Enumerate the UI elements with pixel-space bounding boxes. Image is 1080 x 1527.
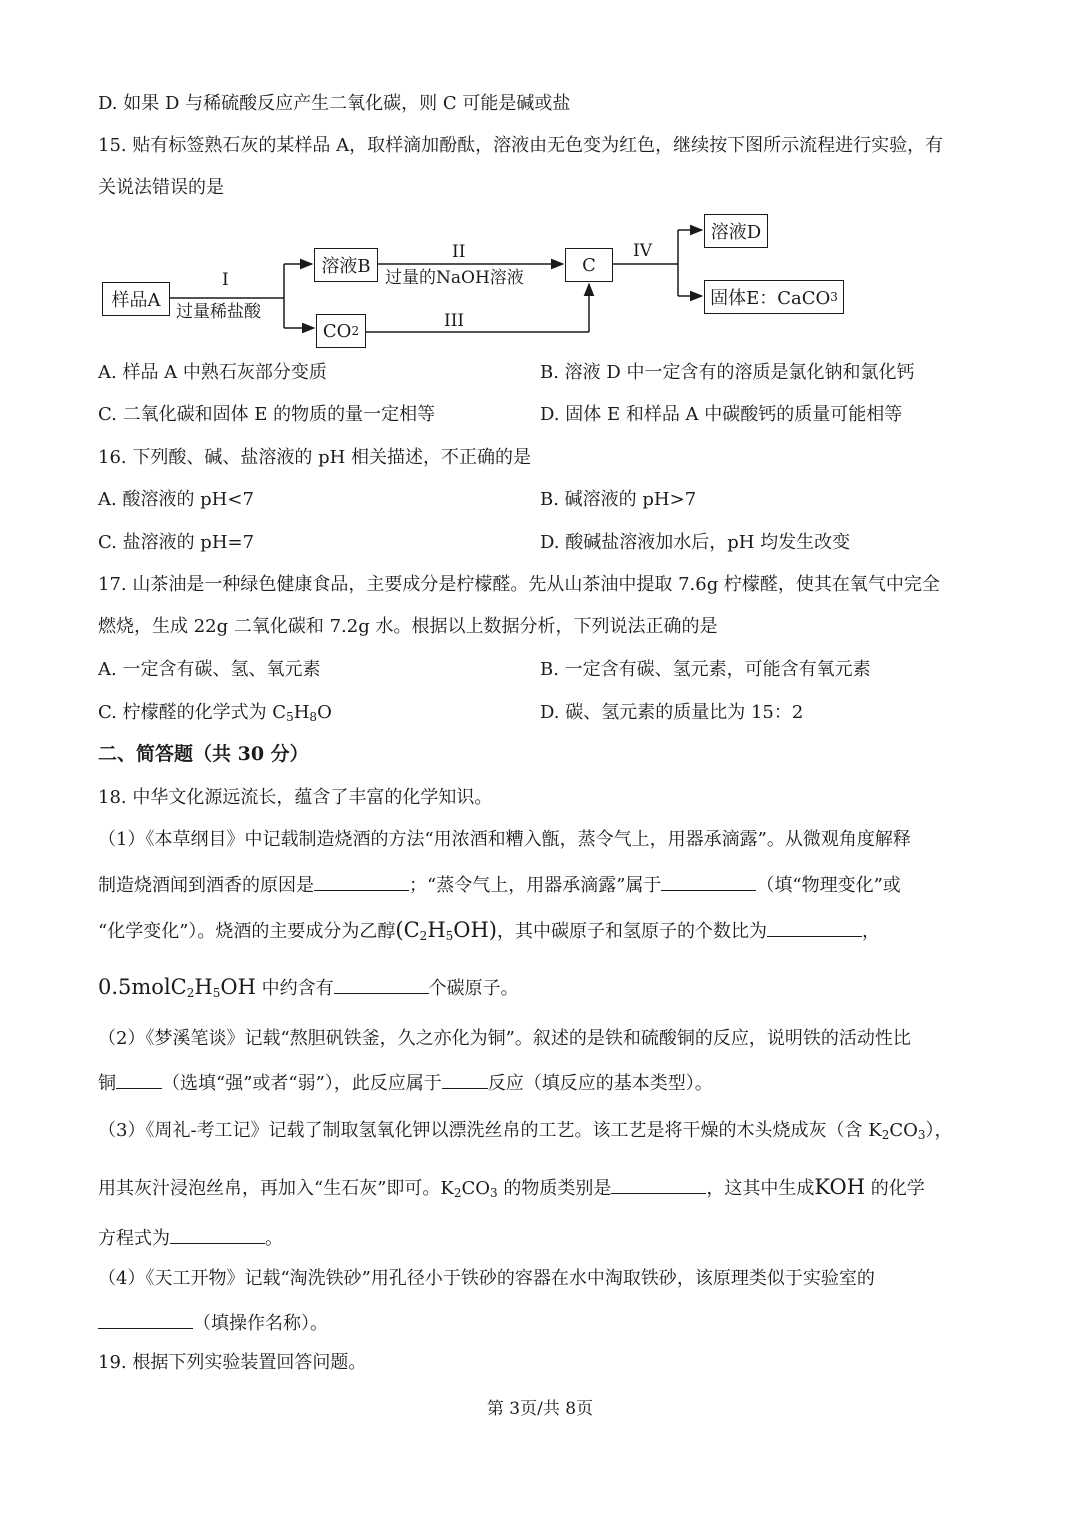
node-solution-d: 溶液D (704, 214, 768, 248)
q17-option-b: B. 一定含有碳、氢元素，可能含有氧元素 (540, 659, 871, 680)
q17-stem-line1: 17. 山茶油是一种绿色健康食品，主要成分是柠檬醛。先从山茶油中提取 7.6g 柠檬醛，使其在氧气中完全 (98, 574, 940, 595)
q19-stem: 19. 根据下列实验装置回答问题。 (98, 1352, 367, 1373)
q18-part3-line3: 方程式为 。 (98, 1228, 283, 1249)
answer-blank-3[interactable] (767, 920, 862, 937)
answer-blank-9[interactable] (98, 1312, 193, 1329)
q16-stem: 16. 下列酸、碱、盐溶液的 pH 相关描述，不正确的是 (98, 447, 532, 468)
q18-part4-line1: （4）《天工开物》记载“淘洗铁砂”用孔径小于铁砂的容器在水中淘取铁砂，该原理类似于实验室的 (98, 1268, 875, 1289)
node-solid-e: 固体E：CaCO 3 (704, 280, 844, 314)
answer-blank-7[interactable] (611, 1177, 706, 1194)
q17-option-c: C. 柠檬醛的化学式为 $C_5H_8O$ (98, 702, 332, 724)
answer-blank-2[interactable] (661, 874, 756, 891)
q16-option-c: C. 盐溶液的 pH=7 (98, 532, 255, 553)
page-footer: 第 3页/共 8页 (486, 1399, 594, 1419)
node-sample-a: 样品A (102, 282, 170, 316)
label-step4-num: IV (633, 241, 652, 261)
q18-part1-line4: $0.5molC_2H_5OH$ 中约含有 个碳原子。 (98, 975, 519, 1000)
q18-part1-line1: （1）《本草纲目》中记载制造烧酒的方法“用浓酒和糟入甑，蒸令气上，用器承滴露”。从微观角度解释 (98, 829, 911, 850)
formula-ethanol: $(C_2H_5OH)$ (395, 918, 498, 943)
q15-option-c: C. 二氧化碳和固体 E 的物质的量一定相等 (98, 404, 436, 425)
answer-blank-1[interactable] (314, 874, 409, 891)
q15-stem-line2: 关说法错误的是 (98, 177, 224, 198)
q17-option-a: A. 一定含有碳、氢、氧元素 (98, 659, 321, 680)
q18-part4-line2: （填操作名称）。 (98, 1312, 328, 1333)
section-2-title: 二、简答题（共 30 分） (98, 743, 309, 765)
q16-option-a: A. 酸溶液的 pH<7 (98, 489, 254, 510)
label-step2-reagent: 过量的NaOH溶液 (385, 268, 524, 288)
node-co2: CO 2 (316, 314, 366, 348)
q18-part3-line2: 用其灰汁浸泡丝帛，再加入“生石灰”即可。$K_2CO_3$ 的物质类别是 ，这其中生成KOH 的化学 (98, 1175, 925, 1200)
label-step1-num: I (222, 270, 229, 290)
node-c: C (565, 248, 613, 282)
node-solution-b: 溶液B (314, 248, 378, 282)
q18-part3-line1: （3）《周礼-考工记》记载了制取氢氧化钾以漂洗丝帛的工艺。该工艺是将干燥的木头烧成灰（含 $K_2CO_3$）， (98, 1120, 953, 1142)
q18-part2-line1: （2）《梦溪笔谈》记载“熬胆矾铁釜，久之亦化为铜”。叙述的是铁和硫酸铜的反应，说明铁的活动性比 (98, 1028, 911, 1049)
q17-stem-line2: 燃烧，生成 22g 二氧化碳和 7.2g 水。根据以上数据分析，下列说法正确的是 (98, 616, 718, 637)
q18-part1-line3: “化学变化”）。烧酒的主要成分为乙醇$(C_2H_5OH)$，其中碳原子和氢原子的个数比为 ， (98, 918, 881, 943)
answer-blank-4[interactable] (334, 977, 429, 994)
q15-stem-line1: 15. 贴有标签熟石灰的某样品 A，取样滴加酚酞，溶液由无色变为红色，继续按下图所示流程进行实验，有 (98, 135, 944, 156)
label-step3-num: III (444, 311, 465, 331)
answer-blank-5[interactable] (116, 1072, 162, 1089)
label-step1-reagent: 过量稀盐酸 (176, 302, 261, 322)
q16-option-d: D. 酸碱盐溶液加水后，pH 均发生改变 (540, 532, 851, 553)
q15-option-d: D. 固体 E 和样品 A 中碳酸钙的质量可能相等 (540, 404, 903, 425)
q15-option-a: A. 样品 A 中熟石灰部分变质 (98, 362, 327, 383)
q14-option-d: D. 如果 D 与稀硫酸反应产生二氧化碳，则 C 可能是碱或盐 (98, 93, 571, 114)
q18-part1-line2: 制造烧酒闻到酒香的原因是 ；“蒸令气上，用器承滴露”属于 （填“物理变化”或 (98, 875, 901, 896)
q18-part2-line2: 铜 （选填“强”或者“弱”），此反应属于 反应（填反应的基本类型）。 (98, 1073, 713, 1094)
answer-blank-8[interactable] (170, 1227, 265, 1244)
q17-option-d: D. 碳、氢元素的质量比为 15：2 (540, 702, 804, 723)
q15-option-b: B. 溶液 D 中一定含有的溶质是氯化钠和氯化钙 (540, 362, 915, 383)
q16-option-b: B. 碱溶液的 pH>7 (540, 489, 697, 510)
q18-stem: 18. 中华文化源远流长，蕴含了丰富的化学知识。 (98, 787, 493, 808)
formula-half-mol-ethanol: $0.5molC_2H_5OH$ (98, 975, 256, 1000)
label-step2-num: II (452, 242, 466, 262)
answer-blank-6[interactable] (442, 1072, 488, 1089)
